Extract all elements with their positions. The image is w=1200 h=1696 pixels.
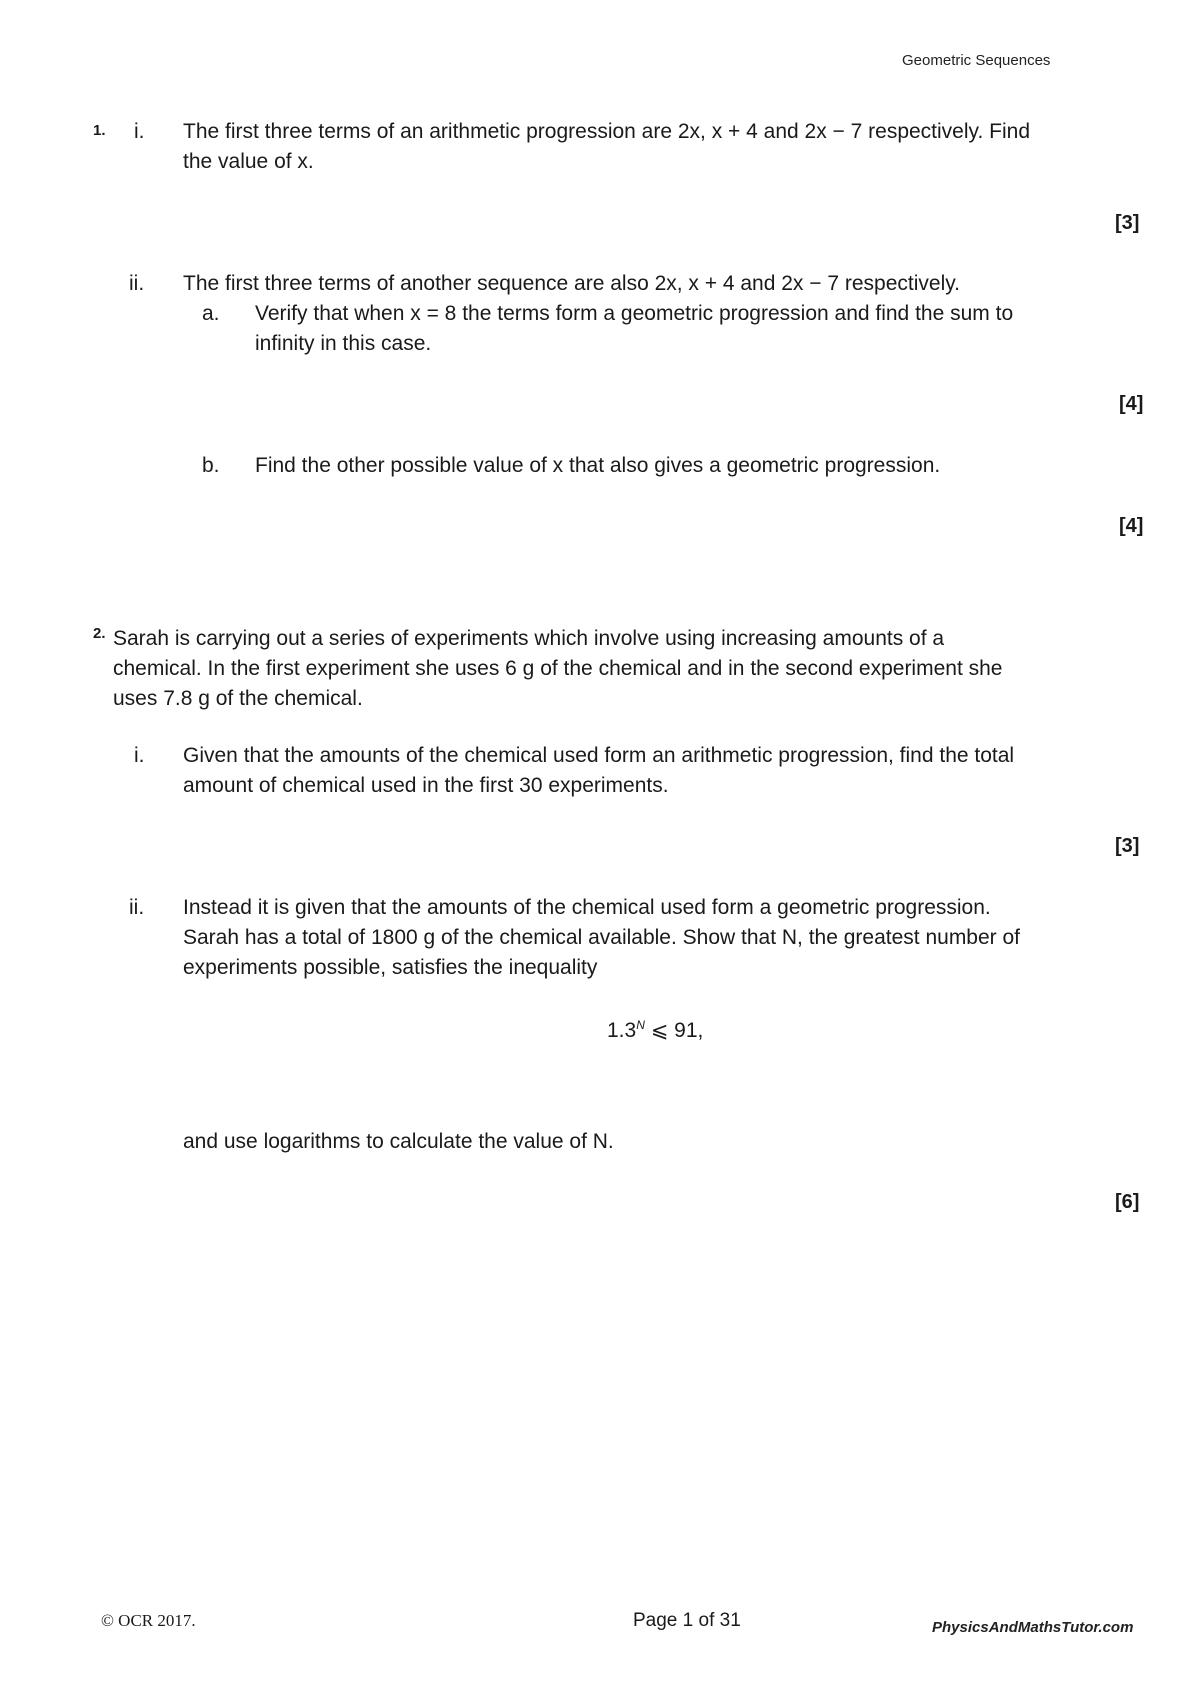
footer-site-name: PhysicsAndMathsTutor.com — [932, 1619, 1134, 1636]
q2-part-ii-marks: [6] — [1115, 1191, 1140, 1213]
q2-part-ii-text-line4: and use logarithms to calculate the value of N. — [183, 1130, 614, 1153]
q2-part-i-label: i. — [134, 744, 145, 767]
q2-part-i-text-line2: amount of chemical used in the first 30 experiments. — [183, 774, 669, 797]
q1-part-i-marks: [3] — [1115, 212, 1140, 234]
question-2-number: 2. — [93, 625, 106, 642]
page-header-title: Geometric Sequences — [902, 52, 1051, 69]
formula-exponent: N — [636, 1018, 645, 1032]
q1-part-ii-a-marks: [4] — [1119, 393, 1144, 415]
q1-part-i-label: i. — [134, 120, 145, 143]
q2-intro-line1: Sarah is carrying out a series of experiments which involve using increasing amounts of a — [113, 627, 945, 650]
footer-copyright: © OCR 2017. — [101, 1611, 196, 1630]
q2-part-ii-text-line3: experiments possible, satisfies the inequality — [183, 956, 598, 979]
q1-part-i-text-line1: The first three terms of an arithmetic progression are 2x, x + 4 and 2x − 7 respectively. Find — [183, 120, 1030, 143]
q1-part-ii-text: The first three terms of another sequence are also 2x, x + 4 and 2x − 7 respectively. — [183, 272, 961, 295]
q1-part-ii-a-label: a. — [202, 302, 220, 325]
q1-part-i-text-line2: the value of x. — [183, 150, 314, 173]
q2-part-ii-label: ii. — [129, 896, 145, 919]
q2-intro-line2: chemical. In the first experiment she uses 6 g of the chemical and in the second experiment she — [113, 657, 1003, 680]
q1-part-ii-a-text-line1: Verify that when x = 8 the terms form a geometric progression and find the sum to — [255, 302, 1014, 325]
formula-rest: ⩽ 91, — [644, 1019, 704, 1042]
q2-part-i-marks: [3] — [1115, 835, 1140, 857]
q2-part-i-text-line1: Given that the amounts of the chemical used form an arithmetic progression, find the total — [183, 744, 1015, 767]
question-1-number: 1. — [93, 122, 106, 139]
q1-part-ii-label: ii. — [129, 272, 145, 295]
q1-part-ii-b-text: Find the other possible value of x that also gives a geometric progression. — [255, 454, 941, 477]
inequality-formula — [607, 1010, 703, 1046]
q2-intro-line3: uses 7.8 g of the chemical. — [113, 687, 363, 710]
q2-part-ii-text-line1: Instead it is given that the amounts of the chemical used form a geometric progression. — [183, 896, 991, 919]
q2-part-ii-text-line2: Sarah has a total of 1800 g of the chemical available. Show that N, the greatest number of — [183, 926, 1021, 949]
q1-part-ii-b-label: b. — [202, 454, 220, 477]
q1-part-ii-a-text-line2: infinity in this case. — [255, 332, 432, 355]
formula-base: 1.3 — [607, 1019, 637, 1042]
q1-part-ii-b-marks: [4] — [1119, 515, 1144, 537]
footer-page-number: Page 1 of 31 — [633, 1610, 741, 1631]
